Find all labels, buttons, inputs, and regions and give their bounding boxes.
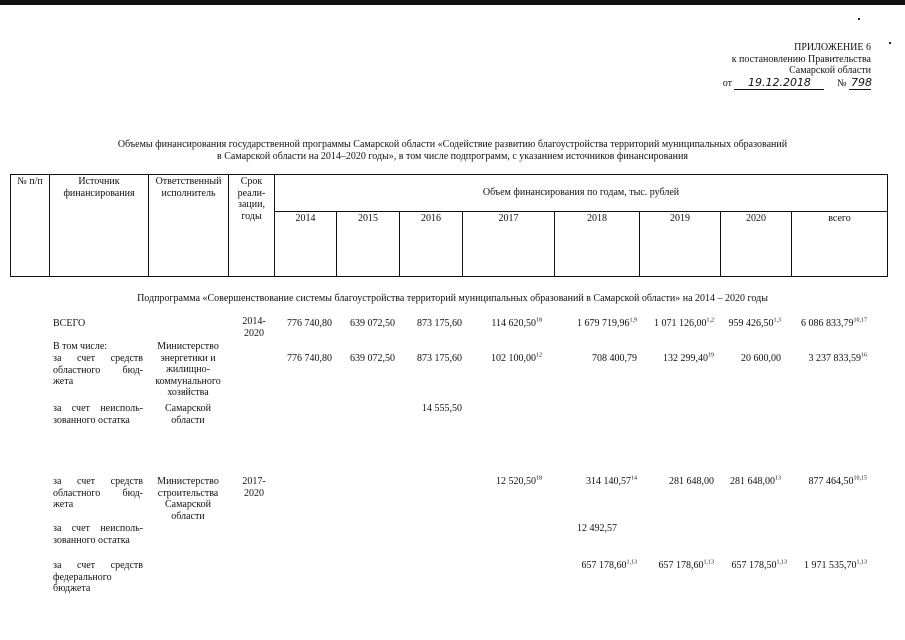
document-title-line1: Объемы финансирования государственной программы Самарской области «Содействие развитию благоустройства территорий муниципальных образований (117, 139, 788, 150)
row-federal-2020: 657 178,50$^{1,13}$ (731, 559, 787, 571)
row-federal-all: 1 971 535,70$^{1,13}$ (804, 559, 867, 571)
row-total-2014: 776 740,80 (287, 318, 332, 329)
row-unused1-label: за счет неисполь-зованного остатка (53, 403, 143, 426)
row-total-2015: 639 072,50 (350, 318, 395, 329)
date-prefix: от (722, 77, 732, 89)
document-title-line2: в Самарской области на 2014–2020 годы», в том числе подпрограмм, с указанием источников финансирования (217, 150, 688, 162)
row-total-2020: 959 426,50$^{1,3}$ (728, 317, 781, 329)
col-header-year: 2019 (640, 212, 721, 277)
row-regional2-all: 877 464,50$^{10,15}$ (808, 475, 867, 487)
row-regional-2019: 132 299,40$^{19}$ (663, 352, 714, 364)
col-header-term: Срок реали-зации, годы (229, 175, 275, 277)
row-incl-label: В том числе: (53, 341, 108, 352)
row-total-2016: 873 175,60 (417, 318, 462, 329)
row-unused2-label: за счет неисполь-зованного остатка (53, 523, 143, 546)
row-regional-all: 3 237 833,59$^{16}$ (808, 352, 867, 364)
col-header-executor: Ответственный исполнитель (149, 175, 229, 277)
appendix-line3: Самарской области (789, 65, 871, 76)
row-regional2-2019: 281 648,00 (669, 476, 714, 487)
row-regional2-2017: 12 520,50$^{18}$ (496, 475, 542, 487)
row-unused1-executor: Самарской области (165, 403, 211, 426)
col-header-year: 2018 (555, 212, 640, 277)
col-header-year: 2014 (275, 212, 337, 277)
handwritten-number: 798 (851, 75, 872, 89)
row-regional-executor: Министерство энергетики и жилищно-коммунального хозяйства (155, 341, 221, 398)
col-header-year: 2016 (400, 212, 463, 277)
col-header-year: 2015 (337, 212, 400, 277)
row-regional-2018: 708 400,79 (592, 353, 637, 364)
col-header-year: 2017 (463, 212, 555, 277)
row-regional-2016: 873 175,60 (417, 353, 462, 364)
row-federal-2019: 657 178,60$^{1,13}$ (658, 559, 714, 571)
number-prefix: № (836, 77, 847, 89)
row-total-label: ВСЕГО (53, 318, 86, 329)
row-federal-2018: 657 178,60$^{1,13}$ (581, 559, 637, 571)
row-total-2017: 114 620,50$^{18}$ (491, 317, 542, 329)
row-regional2-executor: Министерство строительства Самарской области (157, 476, 219, 522)
row-regional-2020: 20 600,00 (741, 353, 781, 364)
col-header-num: № п/п (11, 175, 50, 277)
row-regional2-label: за счет средств областного бюд-жета (53, 476, 143, 510)
row-unused2-2018: 12 492,57 (577, 523, 617, 534)
row-total-2018: 1 679 719,96$^{1,9}$ (577, 317, 637, 329)
row-total-all: 6 086 833,79$^{10,17}$ (801, 317, 867, 329)
row-regional2-2018: 314 140,57$^{14}$ (586, 475, 637, 487)
row-regional-label: за счет средств областного бюд-жета (53, 353, 143, 387)
row-regional-2014: 776 740,80 (287, 353, 332, 364)
subprogram-title: Подпрограмма «Совершенствование системы благоустройства территорий муниципальных образований в Самарской области» на 2014 – 2020 годы (137, 293, 768, 304)
col-header-year: 2020 (721, 212, 792, 277)
row-total-2019: 1 071 126,00$^{1,2}$ (654, 317, 714, 329)
row-regional2-2020: 281 648,00$^{13}$ (730, 475, 781, 487)
col-header-volume: Объем финансирования по годам, тыс. рублей (275, 175, 888, 212)
col-header-total: всего (792, 212, 888, 277)
row-federal-label: за счет средств федерального бюджета (53, 560, 143, 594)
handwritten-date: 19.12.2018 (734, 77, 824, 91)
appendix-title: ПРИЛОЖЕНИЕ 6 (794, 42, 871, 53)
row-total-term: 2014-2020 (242, 316, 266, 339)
row-unused1-2016: 14 555,50 (422, 403, 462, 414)
row-regional-2017: 102 100,00$^{12}$ (491, 352, 542, 364)
row-regional-2015: 639 072,50 (350, 353, 395, 364)
row-regional2-term: 2017-2020 (242, 476, 266, 499)
appendix-line2: к постановлению Правительства (731, 53, 871, 65)
col-header-source: Источник финансирования (50, 175, 149, 277)
